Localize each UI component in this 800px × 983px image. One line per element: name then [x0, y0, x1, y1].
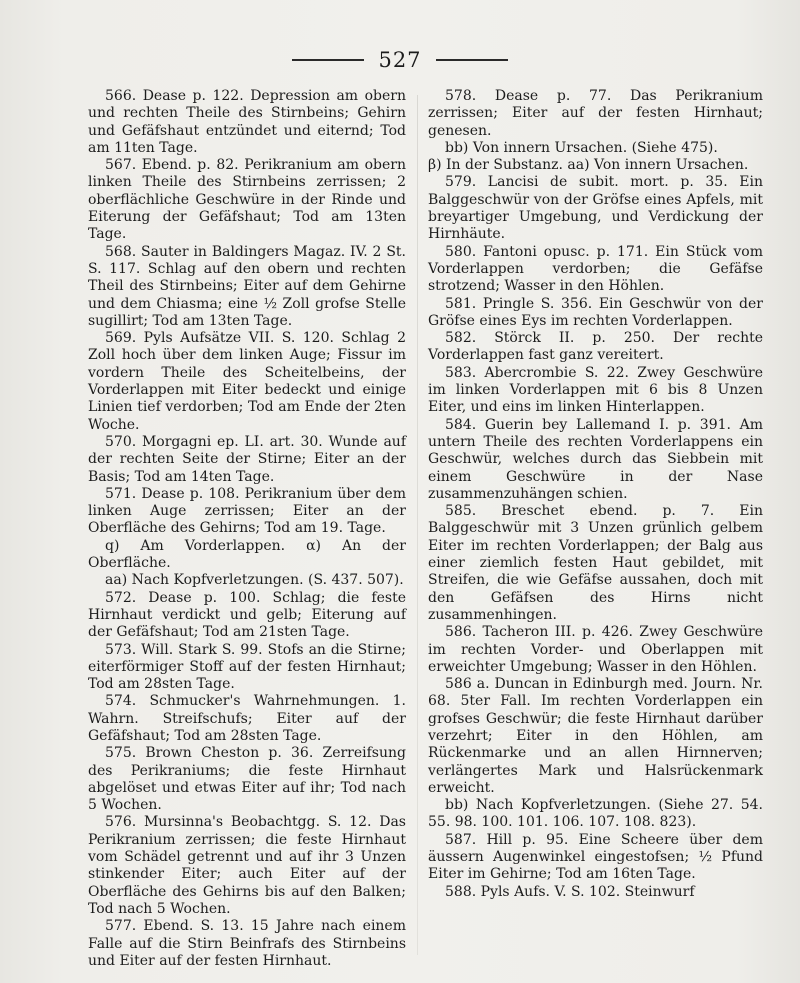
paragraph: bb) Nach Kopfverletzungen. (Siehe 27. 54. 55. 98. 100. 101. 106. 107. 108. 823).	[428, 797, 763, 831]
paragraph: 580. Fantoni opusc. p. 171. Ein Stück vom Vorderlappen verdorben; die Gefäfse strotzend; Wasser in den Höhlen.	[428, 243, 763, 295]
page-number: 527	[378, 48, 422, 72]
column-gutter	[417, 95, 418, 955]
paragraph: 581. Pringle S. 356. Ein Geschwür von der Gröfse eines Eys im rechten Vorderlappen.	[428, 295, 763, 329]
paragraph: 571. Dease p. 108. Perikranium über dem linken Auge zerrissen; Eiter an der Oberfläche des Gehirns; Tod am 19. Tage.	[88, 485, 406, 537]
paragraph: 569. Pyls Aufsätze VII. S. 120. Schlag 2 Zoll hoch über dem linken Auge; Fissur im vordern Theile des Scheitelbeins, der Vorderlappen mit Eiter bedeckt und einige Linien tief verdorben; Tod am Ende der 2ten Woche.	[88, 330, 406, 433]
paragraph: 585. Breschet ebend. p. 7. Ein Balggeschwür mit 3 Unzen grünlich gelbem Eiter im rechten Vorderlappen; der Balg aus einer ziemlich festen Haut gebildet, mit Streifen, die wie Gefäfse aussahen, doch mit den Gefäfsen des Hirns nicht zusammenhingen.	[428, 503, 763, 623]
paragraph: 584. Guerin bey Lallemand I. p. 391. Am untern Theile des rechten Vorderlappens ein Geschwür, welches durch das Siebbein mit einem Geschwüre in der Nase zusammenzuhängen schien.	[428, 416, 763, 502]
header-rule-left	[292, 59, 364, 61]
paragraph: 586 a. Duncan in Edinburgh med. Journ. Nr. 68. 5ter Fall. Im rechten Vorderlappen ein grofses Geschwür; die feste Hirnhaut darüber verzehrt; Eiter in den Höhlen, am Rückenmarke und an allen Hirnnerven; verlängertes Mark und Halsrückenmark erweicht.	[428, 676, 763, 796]
paragraph: 568. Sauter in Baldingers Magaz. IV. 2 St. S. 117. Schlag auf den obern und rechten Theil des Stirnbeins; Eiter auf dem Gehirne und dem Chiasma; eine ½ Zoll grofse Stelle sugillirt; Tod am 13ten Tage.	[88, 243, 406, 329]
paragraph: aa) Nach Kopfverletzungen. (S. 437. 507).	[105, 572, 404, 589]
paragraph: 582. Störck II. p. 250. Der rechte Vorderlappen fast ganz vereitert.	[428, 330, 763, 364]
paragraph: 587. Hill p. 95. Eine Scheere über dem äussern Augenwinkel eingestofsen; ½ Pfund Eiter im Gehirne; Tod am 16ten Tage.	[428, 831, 763, 883]
paragraph: 572. Dease p. 100. Schlag; die feste Hirnhaut verdickt und gelb; Eiterung auf der Gefäfshaut; Tod am 21sten Tage.	[88, 589, 406, 641]
paragraph: 574. Schmucker's Wahrnehmungen. 1. Wahrn. Streifschufs; Eiter auf der Gefäfshaut; Tod am 28sten Tage.	[88, 693, 406, 744]
paragraph: q) Am Vorderlappen. α) An der Oberfläche.	[88, 537, 406, 572]
paragraph: 567. Ebend. p. 82. Perikranium am obern linken Theile des Stirnbeins zerrissen; 2 oberflächliche Geschwüre in der Rinde und Eiterung der Gefäfshaut; Tod am 13ten Tage.	[88, 157, 406, 243]
paragraph: 570. Morgagni ep. LI. art. 30. Wunde auf der rechten Seite der Stirne; Eiter an der Basis; Tod am 14ten Tage.	[88, 433, 406, 485]
paragraph: 566. Dease p. 122. Depression am obern und rechten Theile des Stirnbeins; Gehirn und Gefäfshaut entzündet und eiternd; Tod am 11ten Tage.	[88, 88, 406, 156]
paragraph: 586. Tacheron III. p. 426. Zwey Geschwüre im rechten Vorder- und Oberlappen mit erweichter Umgebung; Wasser in den Höhlen.	[428, 624, 763, 675]
paragraph: 573. Will. Stark S. 99. Stofs an die Stirne; eiterförmiger Stoff auf der festen Hirnhaut; Tod am 28sten Tage.	[88, 641, 406, 693]
paragraph: 588. Pyls Aufs. V. S. 102. Steinwurf	[445, 883, 695, 900]
paragraph: bb) Von innern Ursachen. (Siehe 475).	[445, 139, 718, 156]
paragraph: 577. Ebend. S. 13. 15 Jahre nach einem Falle auf die Stirn Beinfrafs des Stirnbeins und Eiter auf der festen Hirnhaut.	[88, 918, 406, 969]
paragraph: β) In der Substanz. aa) Von innern Ursachen.	[428, 157, 749, 174]
paragraph: 583. Abercrombie S. 22. Zwey Geschwüre im linken Vorderlappen mit 6 bis 8 Unzen Eiter, und eins im linken Hinterlappen.	[428, 364, 763, 416]
paragraph: 576. Mursinna's Beobachtgg. S. 12. Das Perikranium zerrissen; die feste Hirnhaut vom Schädel getrennt und auf ihr 3 Unzen stinkender Eiter; auch Eiter auf der Oberfläche des Gehirns bis auf den Balken; Tod nach 5 Wochen.	[88, 814, 406, 917]
header-rule-right	[436, 59, 508, 61]
paragraph: 575. Brown Cheston p. 36. Zerreifsung des Perikraniums; die feste Hirnhaut abgelöset und etwas Eiter auf ihr; Tod nach 5 Wochen.	[88, 745, 406, 814]
paragraph: 578. Dease p. 77. Das Perikranium zerrissen; Eiter auf der festen Hirnhaut; genesen.	[428, 88, 763, 139]
paragraph: 579. Lancisi de subit. mort. p. 35. Ein Balggeschwür von der Gröfse eines Apfels, mit breyartiger Umgebung, und Verdickung der Hirnhäute.	[428, 174, 763, 243]
left-column	[88, 88, 406, 970]
right-column	[428, 88, 763, 901]
page-header	[0, 48, 800, 72]
